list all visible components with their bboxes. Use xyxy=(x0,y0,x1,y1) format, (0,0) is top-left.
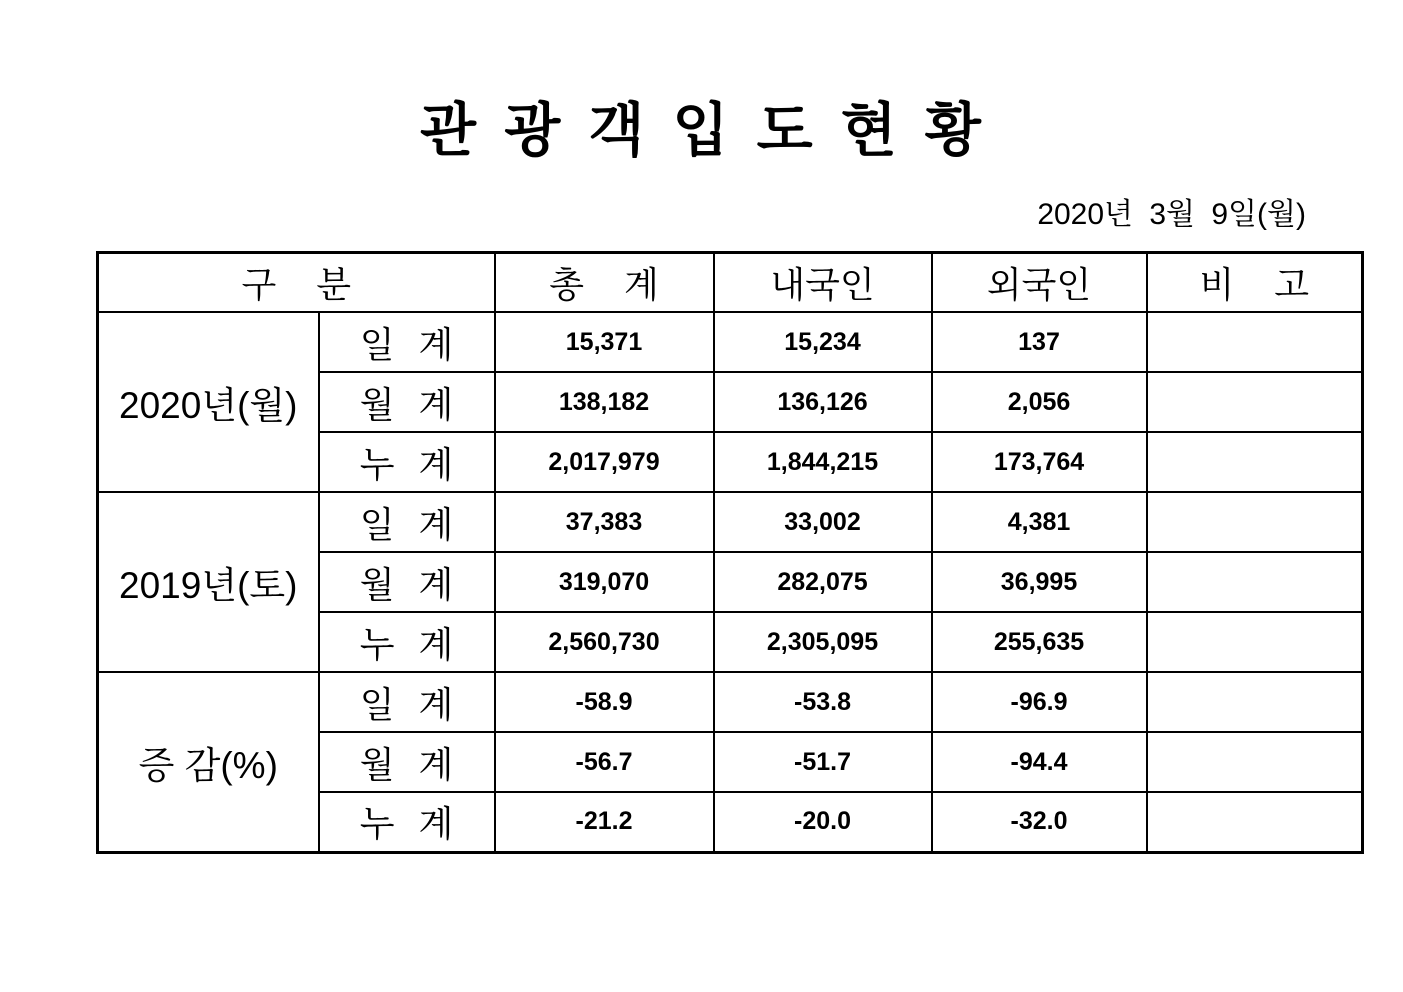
cell-total: 15,371 xyxy=(495,312,714,372)
row-label-cumulative: 누 계 xyxy=(319,432,495,492)
cell-remarks xyxy=(1147,432,1363,492)
column-header-category: 구 분 xyxy=(98,252,495,312)
cell-remarks xyxy=(1147,732,1363,792)
cell-remarks xyxy=(1147,312,1363,372)
cell-domestic: -53.8 xyxy=(714,672,932,732)
cell-domestic: 136,126 xyxy=(714,372,932,432)
column-header-domestic: 내국인 xyxy=(714,252,932,312)
row-label-daily: 일 계 xyxy=(319,672,495,732)
cell-foreign: 137 xyxy=(932,312,1147,372)
cell-domestic: 15,234 xyxy=(714,312,932,372)
column-header-foreign: 외국인 xyxy=(932,252,1147,312)
table-header-row xyxy=(98,252,1363,312)
cell-total: 2,017,979 xyxy=(495,432,714,492)
cell-domestic: 33,002 xyxy=(714,492,932,552)
cell-domestic: 2,305,095 xyxy=(714,612,932,672)
row-label-cumulative: 누 계 xyxy=(319,612,495,672)
row-label-daily: 일 계 xyxy=(319,312,495,372)
group-label-2020: 2020년(월) xyxy=(98,312,319,492)
group-label-change-pct: 증 감(%) xyxy=(98,672,319,852)
cell-total: -58.9 xyxy=(495,672,714,732)
cell-foreign: 4,381 xyxy=(932,492,1147,552)
table-row xyxy=(98,492,1363,552)
cell-foreign: 36,995 xyxy=(932,552,1147,612)
cell-remarks xyxy=(1147,552,1363,612)
cell-total: 138,182 xyxy=(495,372,714,432)
cell-total: 2,560,730 xyxy=(495,612,714,672)
cell-total: 37,383 xyxy=(495,492,714,552)
row-label-daily: 일 계 xyxy=(319,492,495,552)
cell-domestic: -51.7 xyxy=(714,732,932,792)
tourist-arrivals-table xyxy=(96,251,1364,854)
cell-total: -56.7 xyxy=(495,732,714,792)
cell-remarks xyxy=(1147,612,1363,672)
cell-total: 319,070 xyxy=(495,552,714,612)
cell-domestic: 1,844,215 xyxy=(714,432,932,492)
row-label-monthly: 월 계 xyxy=(319,372,495,432)
table-row xyxy=(98,672,1363,732)
cell-total: -21.2 xyxy=(495,792,714,852)
cell-foreign: -94.4 xyxy=(932,732,1147,792)
cell-domestic: -20.0 xyxy=(714,792,932,852)
table-row xyxy=(98,312,1363,372)
cell-foreign: -96.9 xyxy=(932,672,1147,732)
group-label-2019: 2019년(토) xyxy=(98,492,319,672)
column-header-total: 총 계 xyxy=(495,252,714,312)
cell-remarks xyxy=(1147,372,1363,432)
cell-domestic: 282,075 xyxy=(714,552,932,612)
row-label-cumulative: 누 계 xyxy=(319,792,495,852)
cell-foreign: -32.0 xyxy=(932,792,1147,852)
column-header-remarks: 비 고 xyxy=(1147,252,1363,312)
cell-remarks xyxy=(1147,672,1363,732)
cell-foreign: 2,056 xyxy=(932,372,1147,432)
report-date: 2020년 3월 9일(월) xyxy=(1037,197,1306,231)
cell-foreign: 255,635 xyxy=(932,612,1147,672)
cell-remarks xyxy=(1147,792,1363,852)
row-label-monthly: 월 계 xyxy=(319,732,495,792)
cell-foreign: 173,764 xyxy=(932,432,1147,492)
cell-remarks xyxy=(1147,492,1363,552)
page-title: 관 광 객 입 도 현 황 xyxy=(420,98,983,163)
row-label-monthly: 월 계 xyxy=(319,552,495,612)
